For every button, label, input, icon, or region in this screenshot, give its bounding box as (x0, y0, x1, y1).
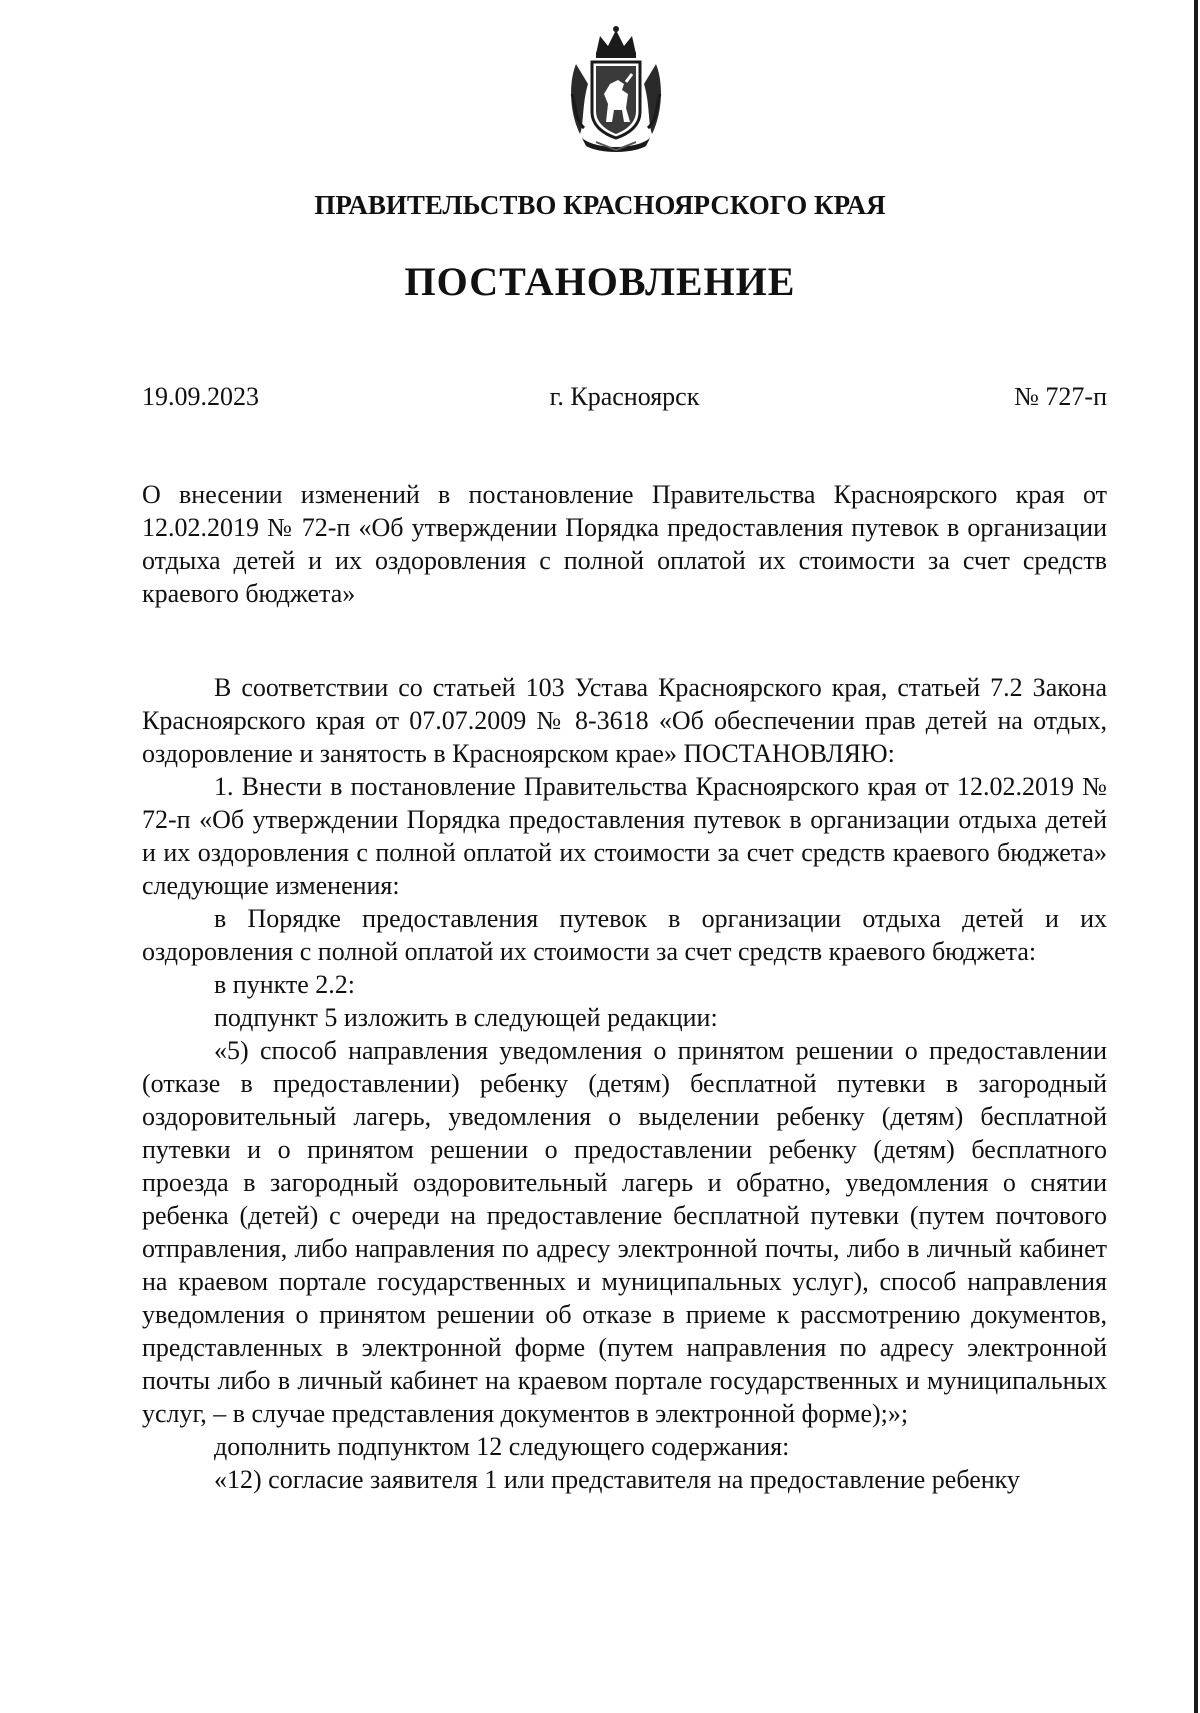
body-paragraph: «5) способ направления уведомления о принятом решении о предоставлении (отказе в предоставлении) ребенку (детям) бесплатной путевки в загородный оздоровительный лагерь, уведомления о выделении ребенку (детям) бесплатной путевки и о принятом решении о предоставлении ребенку (детям) бесплатного проезда в загородный оздоровительный лагерь и обратно, уведомления о снятии ребенка (детей) с очереди на предоставление бесплатной путевки (путем почтового отправления, либо направления по адресу электронной почты, либо в личный кабинет на краевом портале государственных и муниципальных услуг), способ направления уведомления о принятом решении об отказе в приеме к рассмотрению документов, представленных в электронной форме (путем направления по адресу электронной почты либо в личный кабинет на краевом портале государственных и муниципальных услуг, – в случае представления документов в электронной форме);»; (142, 1036, 1107, 1428)
document-place: г. Красноярск (549, 382, 700, 411)
body-paragraph: В соответствии со статьей 103 Устава Красноярского края, статьей 7.2 Закона Красноярского края от 07.07.2009 № 8-3618 «Об обеспечении прав детей на отдых, оздоровление и занятость в Красноярском крае» ПОСТАНОВЛЯЮ: (142, 673, 1107, 768)
body-paragraph: в Порядке предоставления путевок в организации отдыха детей и их оздоровления с полной оплатой их стоимости за счет средств краевого бюджета: (142, 904, 1107, 966)
coat-of-arms-icon (566, 24, 666, 156)
body-paragraph: подпункт 5 изложить в следующей редакции: (214, 1003, 718, 1032)
body-paragraph: дополнить подпунктом 12 следующего содержания: (214, 1432, 790, 1461)
body-paragraph: 1. Внести в постановление Правительства Красноярского края от 12.02.2019 № 72-п «Об утверждении Порядка предоставления путевок в организации отдыха детей и их оздоровления с полной оплатой их стоимости за счет средств краевого бюджета» следующие изменения: (142, 772, 1107, 900)
document-subject: О внесении изменений в постановление Правительства Красноярского края от 12.02.2019 № 72-п «Об утверждении Порядка предоставления путевок в организации отдыха детей и их оздоровления с полной оплатой их стоимости за счет средств краевого бюджета» (142, 480, 1107, 608)
organization-title: ПРАВИТЕЛЬСТВО КРАСНОЯРСКОГО КРАЯ (314, 190, 886, 220)
body-paragraph: в пункте 2.2: (214, 970, 356, 999)
scan-edge-border (1194, 0, 1198, 1713)
body-paragraph: «12) согласие заявителя 1 или представителя на предоставление ребенку (214, 1465, 1020, 1494)
document-number: № 727-п (1014, 382, 1107, 411)
document-type-title: ПОСТАНОВЛЕНИЕ (404, 259, 796, 304)
document-date: 19.09.2023 (142, 382, 259, 411)
document-meta-row (142, 382, 1107, 416)
document-body (142, 671, 1107, 1496)
